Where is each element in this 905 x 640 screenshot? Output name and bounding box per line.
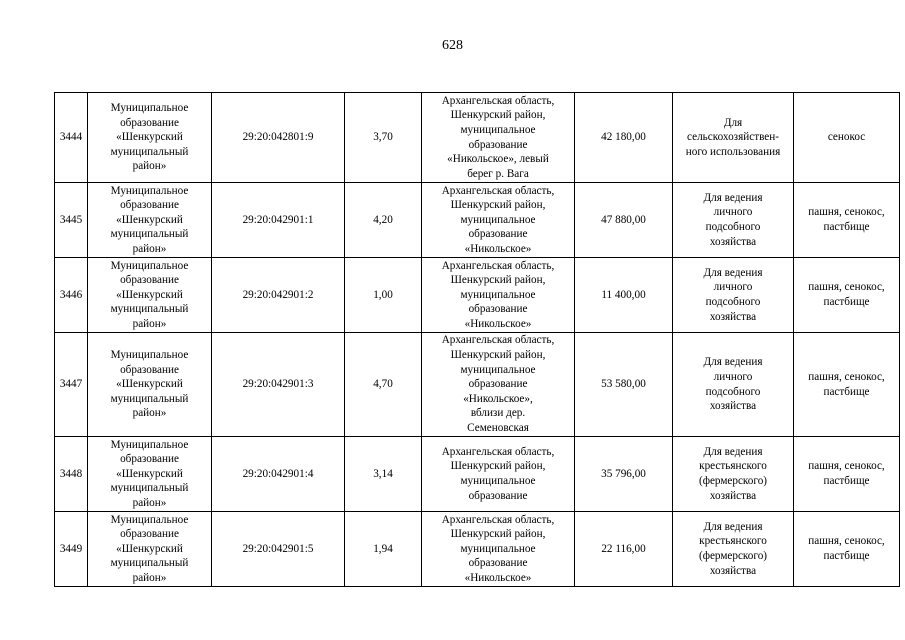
cell-text-line: Муниципальное: [110, 184, 189, 197]
cell-text-line: (фермерского): [698, 550, 768, 562]
row-number: 3446: [55, 258, 88, 333]
table-row: [55, 258, 900, 333]
cell-text-line: район»: [132, 571, 167, 584]
price-value: 53 580,00: [575, 333, 673, 437]
address-cell: [422, 93, 575, 183]
cell-text-line: Для ведения: [703, 445, 763, 458]
cell-text-line: муниципальный: [110, 228, 189, 241]
table-row: [55, 512, 900, 587]
cell-text-line: «Никольское»: [464, 242, 532, 255]
owner-cell: [88, 333, 212, 437]
cell-text-line: образование: [468, 557, 528, 570]
cell-text-line: образование: [468, 378, 528, 391]
usage-cell: [794, 437, 900, 512]
cell-text-line: муниципальный: [110, 482, 189, 495]
cell-text-line: Для ведения: [703, 356, 763, 369]
cell-text-line: Архангельская область,: [441, 513, 555, 526]
cell-text-line: муниципальный: [110, 145, 189, 158]
cell-text-line: пашня, сенокос,: [808, 535, 885, 548]
cell-text-line: образование: [120, 363, 179, 376]
cell-text-line: подсобного: [705, 385, 761, 398]
usage-cell: [794, 333, 900, 437]
cell-text-line: образование: [468, 489, 528, 502]
address-cell: [422, 437, 575, 512]
cell-text-line: пастбище: [823, 550, 870, 562]
cell-text-line: Шенкурский район,: [450, 349, 546, 362]
area-value: 3,14: [345, 437, 422, 512]
address-cell: [422, 333, 575, 437]
cell-text-line: пашня, сенокос,: [808, 370, 885, 383]
cell-text-line: образование: [468, 303, 528, 316]
cell-text-line: муниципальный: [110, 392, 189, 405]
cell-text-line: образование: [468, 138, 528, 151]
address-cell: [422, 258, 575, 333]
cell-text-line: Муниципальное: [110, 259, 189, 272]
cell-text-line: Для ведения: [703, 266, 763, 279]
cell-text-line: Шенкурский район,: [450, 528, 546, 541]
cell-text-line: образование: [120, 528, 179, 541]
cell-text-line: Для: [723, 116, 743, 129]
row-number: 3448: [55, 437, 88, 512]
area-value: 4,70: [345, 333, 422, 437]
address-cell: [422, 512, 575, 587]
cell-text-line: район»: [132, 317, 167, 330]
cell-text-line: Муниципальное: [110, 513, 189, 526]
cadastral-number: 29:20:042901:2: [212, 258, 345, 333]
cell-text-line: образование: [468, 228, 528, 241]
cell-text-line: «Никольское»: [464, 317, 532, 330]
owner-cell: [88, 512, 212, 587]
cell-text-line: Архангельская область,: [441, 94, 555, 107]
cell-text-line: Архангельская область,: [441, 445, 555, 458]
cadastral-number: 29:20:042901:4: [212, 437, 345, 512]
cadastral-number: 29:20:042901:1: [212, 183, 345, 258]
table-row: [55, 93, 900, 183]
cell-text-line: «Шенкурский: [116, 378, 183, 391]
cadastral-number: 29:20:042901:3: [212, 333, 345, 437]
cell-text-line: личного: [713, 206, 753, 219]
land-registry-table: [54, 92, 900, 587]
cell-text-line: муниципальное: [460, 288, 536, 301]
cell-text-line: Шенкурский район,: [450, 460, 546, 473]
price-value: 47 880,00: [575, 183, 673, 258]
table-body: [55, 93, 900, 587]
cell-text-line: образование: [120, 116, 179, 129]
cell-text-line: «Никольское»: [464, 571, 532, 584]
area-value: 3,70: [345, 93, 422, 183]
cell-text-line: личного: [713, 281, 753, 294]
table-row: [55, 437, 900, 512]
cell-text-line: «Никольское», левый: [447, 153, 549, 166]
cell-text-line: «Шенкурский: [116, 213, 183, 226]
price-value: 22 116,00: [575, 512, 673, 587]
table-row: [55, 333, 900, 437]
purpose-cell: [673, 437, 794, 512]
cell-text-line: муниципальное: [460, 213, 536, 226]
cell-text-line: (фермерского): [698, 475, 768, 487]
area-value: 4,20: [345, 183, 422, 258]
cell-text-line: хозяйства: [709, 235, 757, 248]
cell-text-line: район»: [132, 242, 167, 255]
cell-text-line: Архангельская область,: [441, 259, 555, 272]
cell-text-line: сенокос: [827, 131, 866, 144]
purpose-cell: [673, 258, 794, 333]
price-value: 42 180,00: [575, 93, 673, 183]
cell-text-line: подсобного: [705, 296, 761, 308]
cell-text-line: пастбище: [823, 221, 870, 233]
cell-text-line: Архангельская область,: [441, 184, 555, 197]
cell-text-line: пастбище: [823, 475, 870, 487]
cell-text-line: сельскохозяйствен-: [687, 131, 779, 144]
cell-text-line: берег р. Вага: [467, 167, 529, 180]
table-row: [55, 183, 900, 258]
owner-cell: [88, 183, 212, 258]
cell-text-line: Архангельская область,: [441, 334, 555, 347]
usage-cell: [794, 512, 900, 587]
cell-text-line: ного использования: [685, 145, 781, 158]
cell-text-line: образование: [120, 274, 179, 287]
cell-text-line: личного: [713, 370, 753, 383]
price-value: 11 400,00: [575, 258, 673, 333]
purpose-cell: [673, 93, 794, 183]
area-value: 1,00: [345, 258, 422, 333]
cell-text-line: хозяйства: [709, 400, 757, 413]
purpose-cell: [673, 183, 794, 258]
cell-text-line: район»: [132, 407, 167, 420]
cell-text-line: образование: [120, 453, 179, 466]
cell-text-line: Муниципальное: [110, 102, 189, 115]
cell-text-line: район»: [132, 160, 167, 173]
purpose-cell: [673, 333, 794, 437]
cadastral-number: 29:20:042801:9: [212, 93, 345, 183]
cell-text-line: Для ведения: [703, 520, 763, 533]
cell-text-line: пастбище: [823, 385, 870, 398]
cell-text-line: подсобного: [705, 221, 761, 233]
cell-text-line: образование: [120, 199, 179, 212]
cell-text-line: пашня, сенокос,: [808, 281, 885, 294]
cell-text-line: хозяйства: [709, 310, 757, 323]
address-cell: [422, 183, 575, 258]
row-number: 3449: [55, 512, 88, 587]
owner-cell: [88, 258, 212, 333]
cell-text-line: пашня, сенокос,: [808, 206, 885, 219]
cell-text-line: «Шенкурский: [116, 131, 183, 144]
usage-cell: [794, 258, 900, 333]
cell-text-line: крестьянского: [699, 460, 767, 473]
cell-text-line: Семеновская: [467, 421, 529, 434]
cell-text-line: «Шенкурский: [116, 467, 183, 480]
cell-text-line: муниципальный: [110, 303, 189, 316]
price-value: 35 796,00: [575, 437, 673, 512]
cell-text-line: хозяйства: [709, 489, 757, 502]
cell-text-line: «Шенкурский: [116, 542, 183, 555]
row-number: 3445: [55, 183, 88, 258]
cell-text-line: Шенкурский район,: [450, 274, 546, 287]
cell-text-line: муниципальное: [460, 363, 536, 376]
cell-text-line: муниципальное: [460, 475, 536, 487]
cell-text-line: вблизи дер.: [470, 407, 526, 420]
cadastral-number: 29:20:042901:5: [212, 512, 345, 587]
usage-cell: [794, 183, 900, 258]
cell-text-line: Муниципальное: [110, 349, 189, 362]
usage-cell: [794, 93, 900, 183]
owner-cell: [88, 93, 212, 183]
cell-text-line: Шенкурский район,: [450, 199, 546, 212]
cell-text-line: хозяйства: [709, 564, 757, 577]
cell-text-line: пастбище: [823, 296, 870, 308]
cell-text-line: муниципальное: [460, 123, 536, 136]
cell-text-line: Муниципальное: [110, 438, 189, 451]
row-number: 3447: [55, 333, 88, 437]
purpose-cell: [673, 512, 794, 587]
row-number: 3444: [55, 93, 88, 183]
cell-text-line: муниципальное: [460, 542, 536, 555]
cell-text-line: «Никольское»,: [463, 392, 533, 405]
area-value: 1,94: [345, 512, 422, 587]
cell-text-line: «Шенкурский: [116, 288, 183, 301]
cell-text-line: район»: [132, 496, 167, 509]
cell-text-line: пашня, сенокос,: [808, 460, 885, 473]
cell-text-line: Для ведения: [703, 191, 763, 204]
page-number: 628: [442, 38, 463, 53]
cell-text-line: муниципальный: [110, 557, 189, 570]
cell-text-line: Шенкурский район,: [450, 109, 546, 122]
cell-text-line: крестьянского: [699, 535, 767, 548]
owner-cell: [88, 437, 212, 512]
